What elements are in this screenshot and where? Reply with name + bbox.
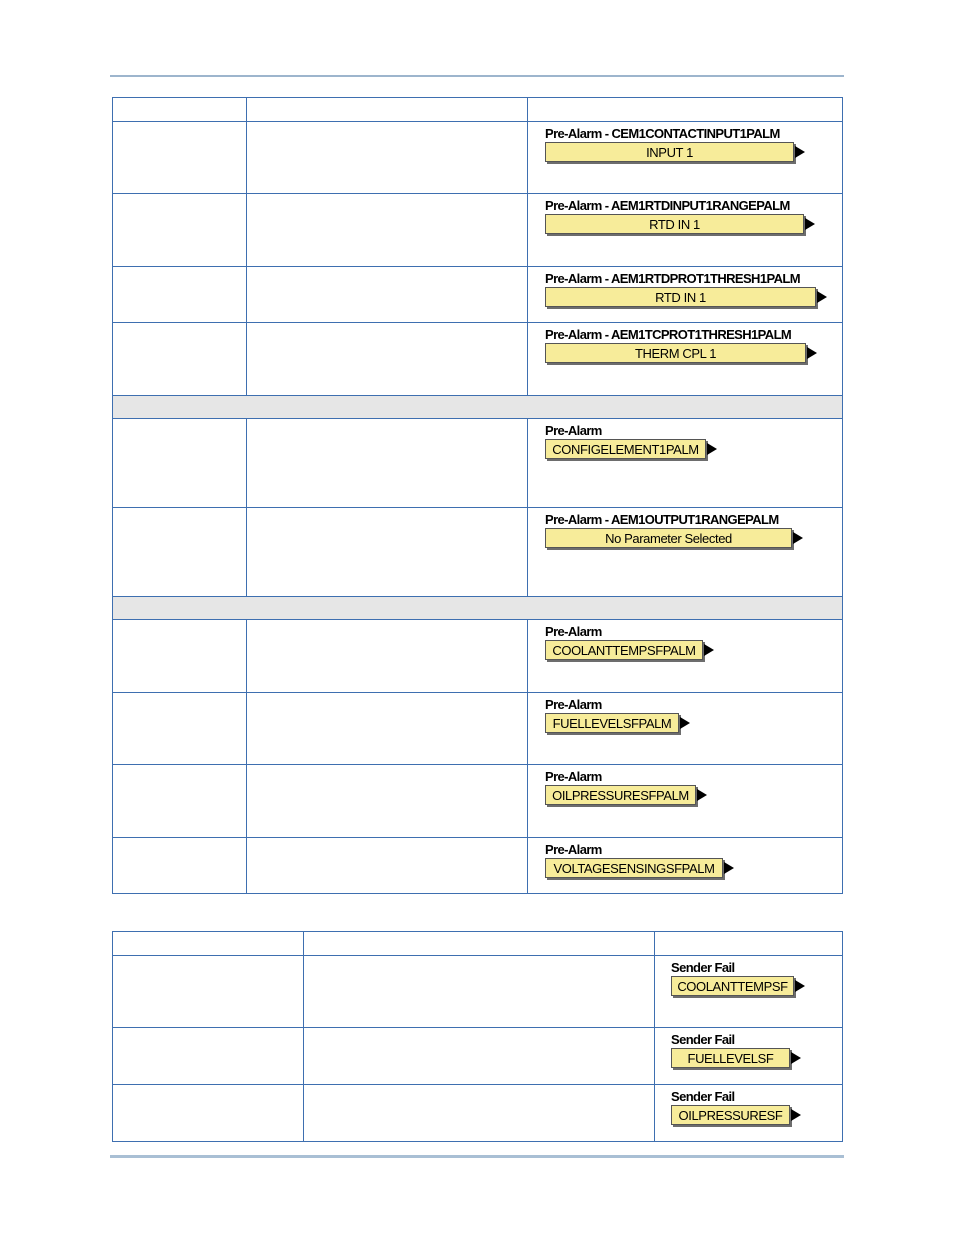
table-row bbox=[113, 1085, 843, 1142]
element-title: Pre-Alarm - CEM1CONTACTINPUT1PALM bbox=[545, 126, 780, 141]
element-box[interactable]: FUELLEVELSFPALM bbox=[545, 713, 679, 733]
logic-element[interactable] bbox=[528, 419, 842, 459]
output-arrow-icon bbox=[680, 717, 690, 729]
table-row bbox=[113, 508, 843, 597]
element-box[interactable]: RTD IN 1 bbox=[545, 287, 816, 307]
logic-element[interactable] bbox=[655, 956, 842, 996]
table-row bbox=[113, 419, 843, 508]
footer-rule bbox=[110, 1155, 844, 1158]
logic-element[interactable] bbox=[655, 1028, 842, 1068]
output-arrow-icon bbox=[817, 291, 827, 303]
element-title: Pre-Alarm bbox=[545, 842, 602, 857]
logic-element[interactable] bbox=[528, 838, 842, 878]
element-title: Pre-Alarm bbox=[545, 423, 602, 438]
element-title: Sender Fail bbox=[671, 1032, 735, 1047]
output-arrow-icon bbox=[793, 532, 803, 544]
section-divider-row bbox=[113, 396, 843, 419]
logic-element[interactable] bbox=[528, 267, 842, 307]
table-header-row bbox=[113, 98, 843, 122]
table-row bbox=[113, 1028, 843, 1085]
table-row bbox=[113, 838, 843, 894]
table-row bbox=[113, 765, 843, 838]
output-arrow-icon bbox=[704, 644, 714, 656]
output-arrow-icon bbox=[707, 443, 717, 455]
element-box[interactable]: COOLANTTEMPSFPALM bbox=[545, 640, 703, 660]
table-row bbox=[113, 267, 843, 323]
element-box[interactable]: No Parameter Selected bbox=[545, 528, 792, 548]
element-box[interactable]: VOLTAGESENSINGSFPALM bbox=[545, 858, 723, 878]
element-title: Pre-Alarm - AEM1RTDINPUT1RANGEPALM bbox=[545, 198, 790, 213]
table-row bbox=[113, 122, 843, 194]
sender-fail-table bbox=[112, 931, 843, 1142]
pre-alarm-table bbox=[112, 97, 843, 894]
logic-element[interactable] bbox=[528, 693, 842, 733]
table-row bbox=[113, 194, 843, 267]
table-row bbox=[113, 323, 843, 396]
table-header-row bbox=[113, 932, 843, 956]
table-row bbox=[113, 620, 843, 693]
element-box[interactable]: INPUT 1 bbox=[545, 142, 794, 162]
element-title: Pre-Alarm bbox=[545, 697, 602, 712]
element-box[interactable]: THERM CPL 1 bbox=[545, 343, 806, 363]
logic-element[interactable] bbox=[528, 765, 842, 805]
logic-element[interactable] bbox=[528, 323, 842, 363]
header-cell bbox=[304, 932, 655, 956]
logic-element[interactable] bbox=[528, 122, 842, 162]
element-title: Pre-Alarm - AEM1RTDPROT1THRESH1PALM bbox=[545, 271, 800, 286]
section-divider-row bbox=[113, 597, 843, 620]
element-title: Pre-Alarm - AEM1OUTPUT1RANGEPALM bbox=[545, 512, 779, 527]
logic-element[interactable] bbox=[528, 620, 842, 660]
header-rule bbox=[110, 75, 844, 77]
header-cell bbox=[247, 98, 528, 122]
element-box[interactable]: RTD IN 1 bbox=[545, 214, 804, 234]
element-box[interactable]: OILPRESSURESFPALM bbox=[545, 785, 696, 805]
table-row bbox=[113, 956, 843, 1028]
element-box[interactable]: FUELLEVELSF bbox=[671, 1048, 790, 1068]
output-arrow-icon bbox=[807, 347, 817, 359]
logic-element[interactable] bbox=[655, 1085, 842, 1125]
header-cell bbox=[113, 932, 304, 956]
header-cell bbox=[655, 932, 843, 956]
output-arrow-icon bbox=[791, 1052, 801, 1064]
element-box[interactable]: OILPRESSURESF bbox=[671, 1105, 790, 1125]
element-title: Pre-Alarm - AEM1TCPROT1THRESH1PALM bbox=[545, 327, 792, 342]
element-title: Sender Fail bbox=[671, 1089, 735, 1104]
table-row bbox=[113, 693, 843, 765]
element-title: Pre-Alarm bbox=[545, 624, 602, 639]
output-arrow-icon bbox=[697, 789, 707, 801]
output-arrow-icon bbox=[805, 218, 815, 230]
output-arrow-icon bbox=[791, 1109, 801, 1121]
output-arrow-icon bbox=[795, 146, 805, 158]
logic-element[interactable] bbox=[528, 194, 842, 234]
element-title: Sender Fail bbox=[671, 960, 735, 975]
output-arrow-icon bbox=[795, 980, 805, 992]
element-box[interactable]: CONFIGELEMENT1PALM bbox=[545, 439, 706, 459]
logic-element[interactable] bbox=[528, 508, 842, 548]
element-title: Pre-Alarm bbox=[545, 769, 602, 784]
header-cell bbox=[528, 98, 843, 122]
element-box[interactable]: COOLANTTEMPSF bbox=[671, 976, 794, 996]
output-arrow-icon bbox=[724, 862, 734, 874]
header-cell bbox=[113, 98, 247, 122]
